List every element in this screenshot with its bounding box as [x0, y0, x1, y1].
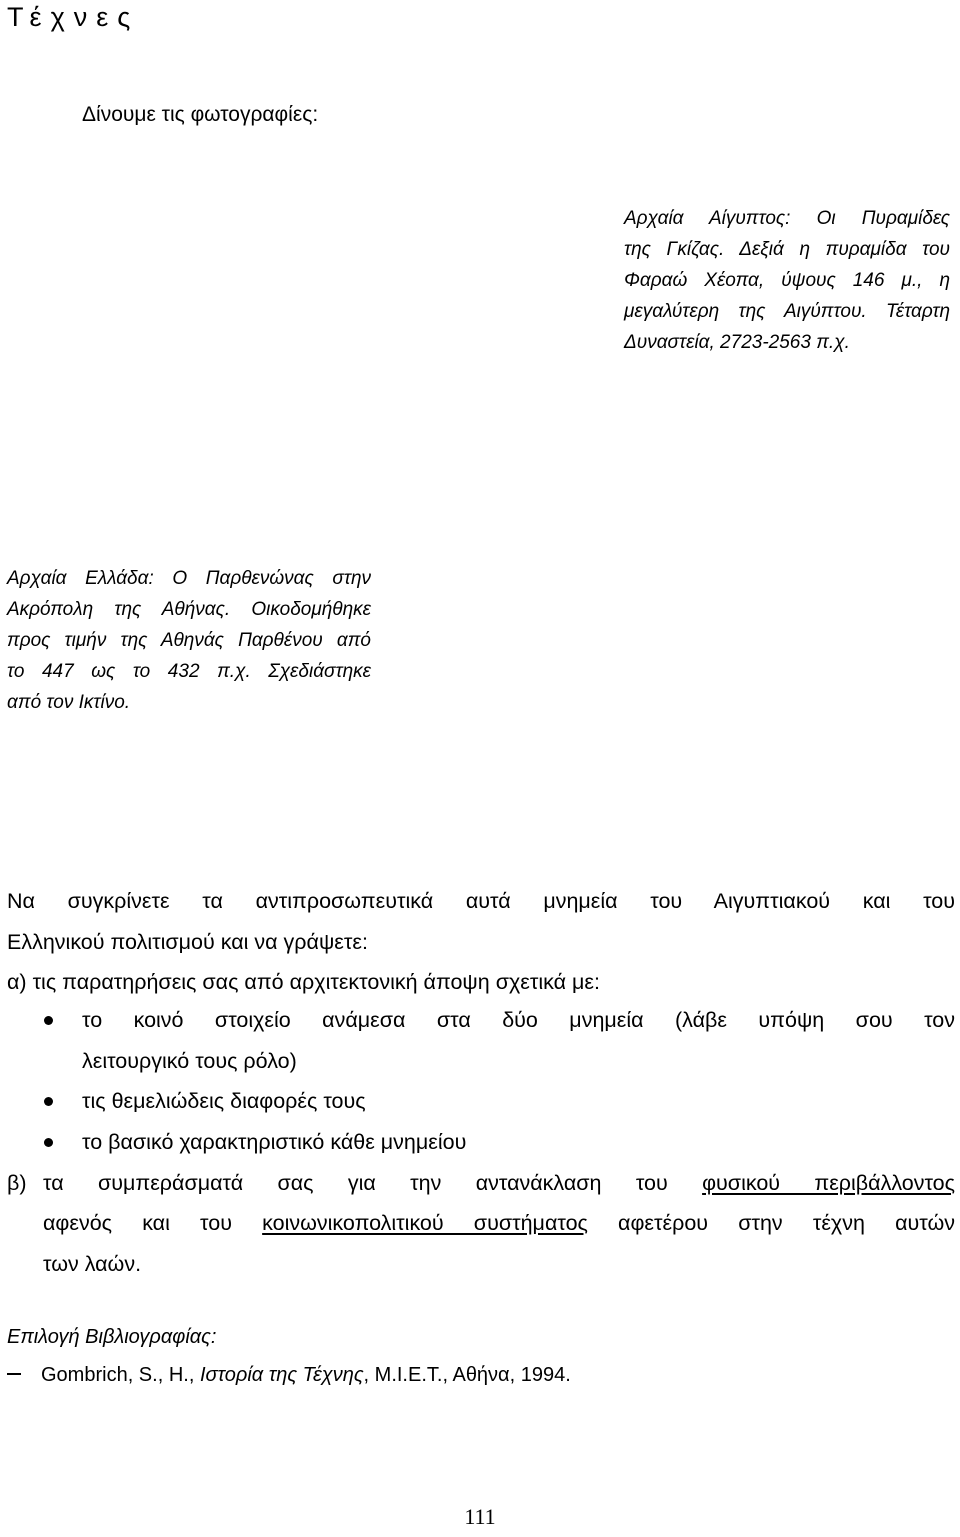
question-b-continuation: [43, 1203, 955, 1284]
question-b-text: αφενός και του: [43, 1211, 263, 1235]
caption-line: προς τιμήν της Αθηνάς Παρθένου από: [7, 630, 371, 651]
bibliography-heading: Επιλογή Βιβλιογραφίας:: [7, 1326, 217, 1348]
task-intro-line: Ελληνικού πολιτισμού και να γράψετε:: [7, 929, 368, 954]
dash-icon: [7, 1373, 21, 1375]
question-b-label: β): [7, 1171, 27, 1195]
caption-line: Δυναστεία, 2723-2563 π.χ.: [624, 332, 850, 353]
question-b-line: των λαών.: [43, 1251, 142, 1276]
egypt-caption: [624, 203, 950, 358]
list-item: [40, 1081, 955, 1122]
caption-line: μεγαλύτερη της Αιγύπτου. Τέταρτη: [624, 301, 950, 322]
caption-line: το 447 ως το 432 π.χ. Σχεδιάστηκε: [7, 661, 371, 682]
bibliography-title: Ιστορία της Τέχνης: [199, 1364, 364, 1386]
bullet-list: [40, 1000, 955, 1162]
caption-line: Αρχαία Ελλάδα: Ο Παρθενώνας στην: [7, 568, 371, 589]
question-a: α) τις παρατηρήσεις σας από αρχιτεκτονική άποψη σχετικά με:: [7, 970, 600, 994]
question-b-text: τα συμπεράσματά σας για την αντανάκλαση του: [43, 1171, 703, 1195]
list-item: [40, 1122, 955, 1163]
bullet-text: τις θεμελιώδεις διαφορές τους: [82, 1089, 366, 1113]
photos-intro: Δίνουμε τις φωτογραφίες:: [82, 103, 319, 126]
bullet-icon: [44, 1016, 53, 1025]
bullet-text: το βασικό χαρακτηριστικό κάθε μνημείου: [82, 1129, 467, 1154]
bibliography-author: Gombrich, S., H.,: [41, 1364, 200, 1386]
bullet-icon: [44, 1138, 53, 1147]
question-b: [7, 1163, 955, 1204]
caption-line: Φαραώ Χέοπα, ύψους 146 μ., η: [624, 270, 950, 291]
underlined-term: φυσικού περιβάλλοντος: [702, 1171, 955, 1195]
underlined-term: κοινωνικοπολιτικού συστήματος: [262, 1211, 588, 1235]
caption-line: από τον Ικτίνο.: [7, 692, 131, 713]
bullet-text: το κοινό στοιχείο ανάμεσα στα δύο μνημεία (λάβε υπόψη σου τον: [82, 1008, 955, 1032]
page-title: Τέχνες: [7, 2, 140, 32]
greece-caption: [7, 563, 371, 718]
bibliography-entry: [7, 1358, 571, 1392]
task-intro-line: Να συγκρίνετε τα αντιπροσωπευτικά αυτά μνημεία του Αιγυπτιακού και του: [7, 889, 955, 913]
bullet-icon: [44, 1097, 53, 1106]
question-b-text: αφετέρου στην τέχνη αυτών: [587, 1211, 956, 1235]
bibliography-publisher: , Μ.Ι.Ε.Τ., Αθήνα, 1994.: [363, 1364, 571, 1386]
caption-line: της Γκίζας. Δεξιά η πυραμίδα του: [624, 239, 950, 260]
list-item: [40, 1000, 955, 1081]
question-b-line: [43, 1203, 955, 1244]
page-number: 111: [464, 1504, 496, 1529]
task-intro: [7, 881, 955, 962]
bullet-text: λειτουργικό τους ρόλο): [82, 1048, 297, 1073]
caption-line: Ακρόπολη της Αθήνας. Οικοδομήθηκε: [7, 599, 371, 620]
caption-line: Αρχαία Αίγυπτος: Οι Πυραμίδες: [624, 208, 950, 229]
